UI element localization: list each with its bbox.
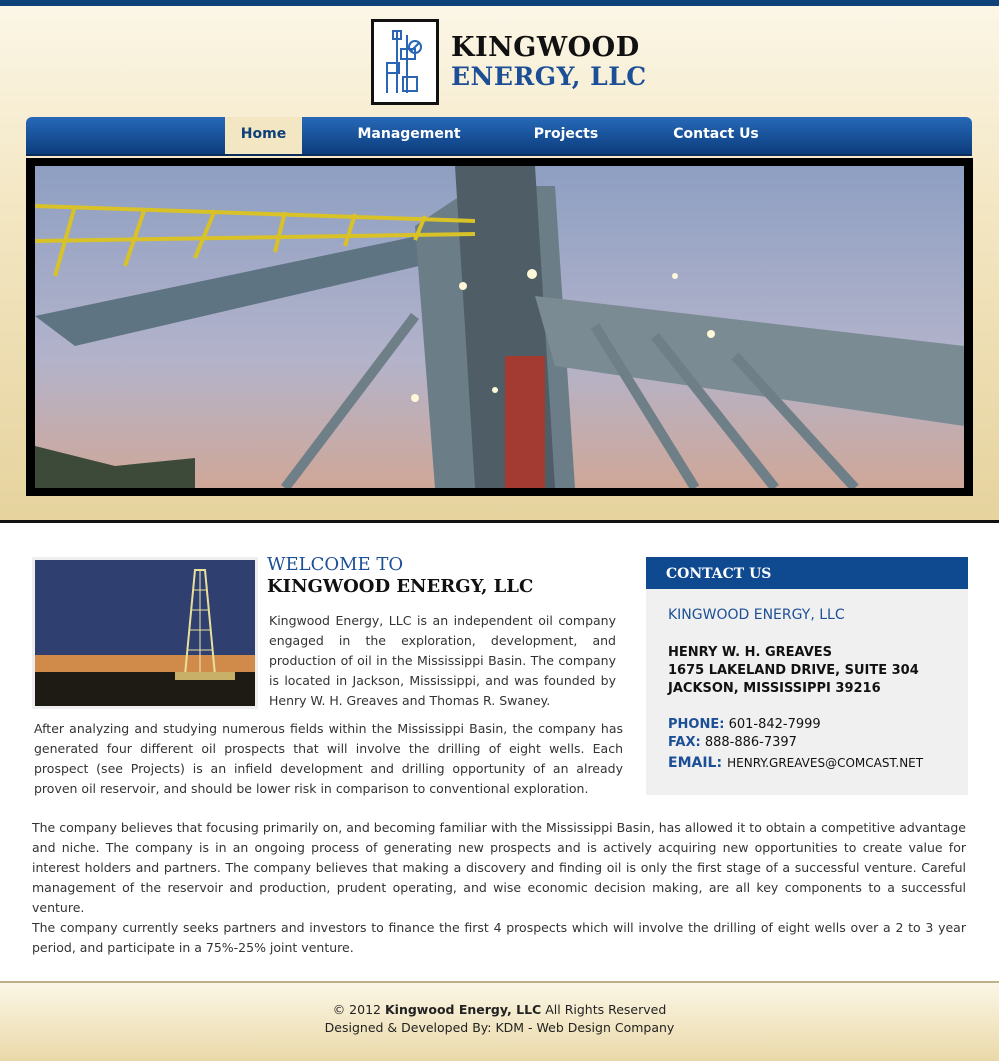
fax-label: FAX: (668, 735, 701, 750)
contact-phone (668, 717, 821, 732)
copyright-line (0, 1001, 999, 1019)
logo-line-1: KINGWOOD (451, 31, 640, 63)
derrick-logo-icon (371, 19, 439, 105)
nav-item-management[interactable]: Management (357, 126, 461, 142)
fax-value: 888-886-7397 (704, 735, 797, 750)
site-footer (0, 981, 999, 1061)
site-logo[interactable] (371, 19, 647, 105)
nav-item-contact-us[interactable]: Contact Us (673, 126, 759, 142)
contact-address-1: 1675 LAKELAND DRIVE, SUITE 304 (668, 663, 919, 678)
contact-company: KINGWOOD ENERGY, LLC (668, 607, 845, 623)
welcome-heading-line-2: KINGWOOD ENERGY, LLC (267, 576, 534, 597)
logo-line-2: ENERGY, LLC (451, 62, 647, 92)
footer-company: Kingwood Energy, LLC (384, 1002, 542, 1017)
intro-paragraph: Kingwood Energy, LLC is an independent oil company engaged in the exploration, development, and production of oil in the Mississippi Basin. The company is located in Jackson, Mississippi, and was founded by Henry W. H. Greaves and Thomas R. Swaney. (269, 613, 616, 708)
footer-rights: All Rights Reserved (545, 1002, 667, 1017)
contact-box (646, 557, 968, 795)
phone-label: PHONE: (668, 717, 725, 732)
copyright-prefix: © 2012 (332, 1002, 381, 1017)
main-navigation (26, 117, 972, 156)
site-header (0, 6, 999, 520)
contact-fax (668, 735, 797, 750)
phone-value[interactable]: 601-842-7999 (728, 717, 821, 732)
email-label: EMAIL: (668, 755, 723, 771)
contact-heading: CONTACT US (646, 557, 968, 589)
designer-credit[interactable]: Designed & Developed By: KDM - Web Design Company (324, 1020, 675, 1035)
nav-item-home[interactable]: Home (225, 117, 302, 154)
contact-name: HENRY W. H. GREAVES (668, 645, 833, 660)
main-content (0, 523, 999, 981)
welcome-heading-line-1: WELCOME TO (267, 554, 404, 575)
investment-paragraph: The company currently seeks partners and investors to finance the first 4 prospects which will involve the drilling of eight wells over a 2 to 3 year period, and participate in a 75%-25% joint venture. (32, 920, 966, 955)
strategy-paragraph: The company believes that focusing primarily on, and becoming familiar with the Mississippi Basin, has allowed it to obtain a competitive advantage and niche. The company is in an ongoing process of generating new prospects and is actively acquiring new opportunities to create value for interest holders and partners. The company believes that making a discovery and finding oil is only the first stage of a successful venture. Careful management of the reservoir and production, prudent operating, and wise economic decision making, are all key components to a successful venture. (32, 820, 966, 915)
night-rig-photo (32, 557, 258, 709)
hero-banner (26, 158, 973, 496)
contact-address-2: JACKSON, MISSISSIPPI 39216 (668, 681, 881, 696)
drilling-rig-photo (35, 166, 964, 488)
analysis-paragraph: After analyzing and studying numerous fields within the Mississippi Basin, the company has generated four different oil prospects that will involve the drilling of eight wells. Each prospect (see Projects) is an infield development and drilling opportunity of an already proven oil reservoir, and should be lower risk in comparison to conventional exploration. (34, 721, 623, 796)
contact-email (668, 752, 923, 771)
nav-item-projects[interactable]: Projects (533, 126, 599, 142)
email-link[interactable]: HENRY.GREAVES@COMCAST.NET (727, 756, 924, 770)
